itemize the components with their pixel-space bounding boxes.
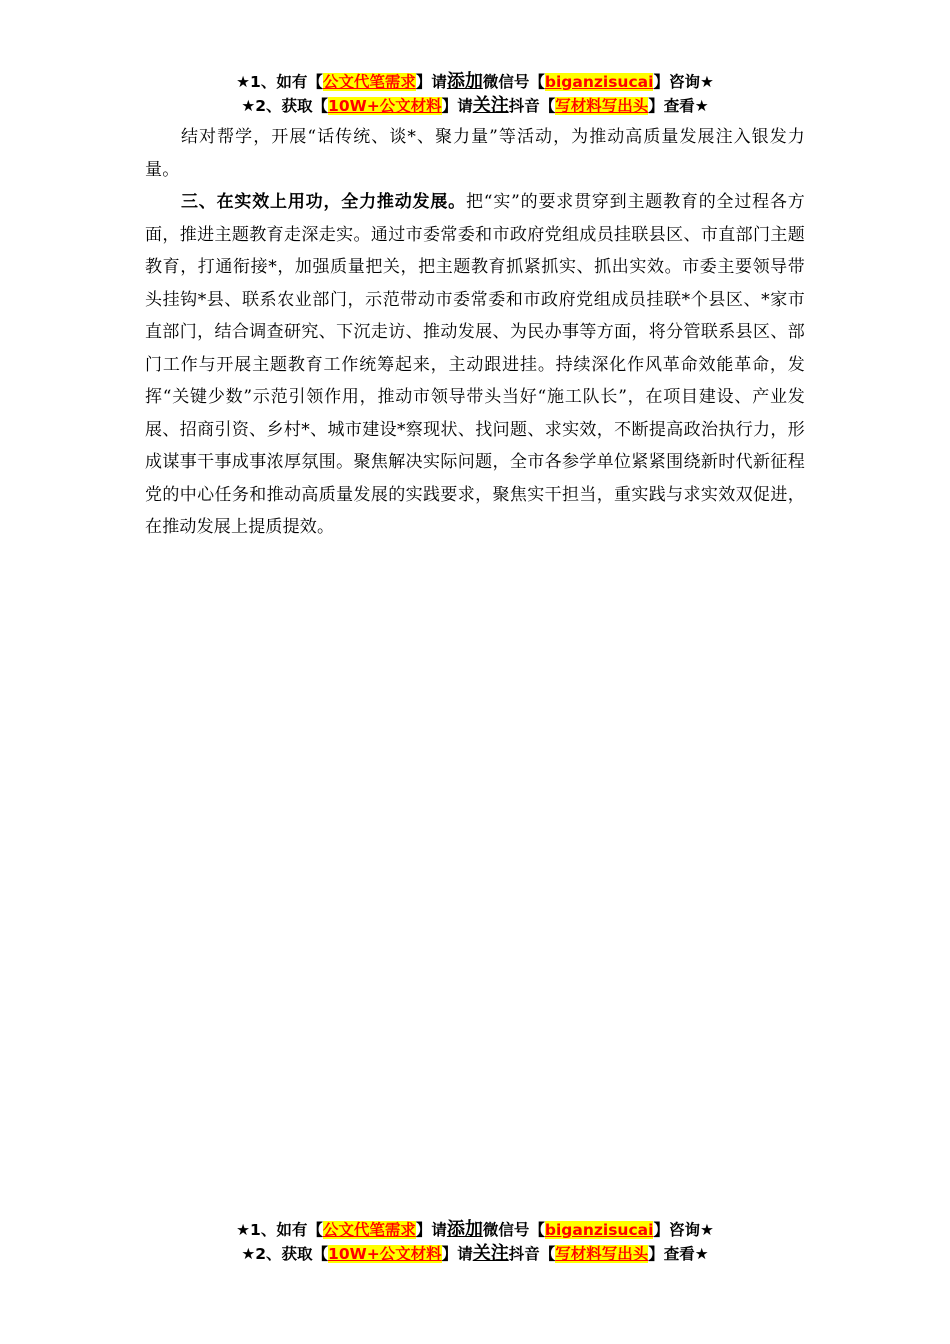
banner-text: 】请 bbox=[441, 97, 473, 115]
banner-text: 】查看★ bbox=[648, 1245, 709, 1263]
banner-text: 】咨询★ bbox=[653, 1221, 714, 1239]
follow-emphasis: 关注 bbox=[472, 95, 509, 116]
banner-text: 】查看★ bbox=[648, 97, 709, 115]
follow-emphasis: 关注 bbox=[472, 1243, 509, 1264]
douyin-id-highlight: 写材料写出头 bbox=[555, 1245, 649, 1263]
service-highlight: 公文代笔需求 bbox=[322, 73, 416, 91]
banner-line-1 bbox=[0, 70, 950, 94]
banner-text: 微信号【 bbox=[482, 73, 545, 91]
document-body bbox=[145, 121, 805, 544]
service-highlight: 公文代笔需求 bbox=[322, 1221, 416, 1239]
banner-text: ★1、如有【 bbox=[236, 73, 323, 91]
banner-text: 微信号【 bbox=[482, 1221, 545, 1239]
add-emphasis: 添加 bbox=[446, 71, 483, 92]
banner-text: 抖音【 bbox=[508, 1245, 556, 1263]
banner-text: ★1、如有【 bbox=[236, 1221, 323, 1239]
header-banner bbox=[0, 70, 950, 118]
section-heading: 三、在实效上用功，全力推动发展。 bbox=[181, 192, 466, 212]
banner-line-1 bbox=[0, 1218, 950, 1242]
materials-highlight: 10W+公文材料 bbox=[328, 97, 442, 115]
banner-text: 抖音【 bbox=[508, 97, 556, 115]
section-body: 把“实”的要求贯穿到主题教育的全过程各方面，推进主题教育走深走实。通过市委常委和市政府党组成员挂联县区、市直部门主题教育，打通衔接*，加强质量把关，把主题教育抓紧抓实、抓出实效。市委主要领导带头挂钩*县、联系农业部门，示范带动市委常委和市政府党组成员挂联*个县区、*家市直部门，结合调查研究、下沉走访、推动发展、为民办事等方面，将分管联系县区、部门工作与开展主题教育工作统筹起来，主动跟进挂。持续深化作风革命效能革命，发挥“关键少数”示范引领作用，推动市领导带头当好“施工队长”，在项目建设、产业发展、招商引资、乡村*、城市建设*察现状、找问题、求实效，不断提高政治执行力，形成谋事干事成事浓厚氛围。聚焦解决实际问题，全市各参学单位紧紧围绕新时代新征程党的中心任务和推动高质量发展的实践要求，聚焦实干担当，重实践与求实效双促进，在推动发展上提质提效。 bbox=[145, 192, 806, 537]
banner-text: 】请 bbox=[441, 1245, 473, 1263]
banner-text: 】咨询★ bbox=[653, 73, 714, 91]
materials-highlight: 10W+公文材料 bbox=[328, 1245, 442, 1263]
wechat-id-highlight: biganzisucai bbox=[544, 73, 654, 91]
banner-text: 】请 bbox=[415, 73, 447, 91]
add-emphasis: 添加 bbox=[446, 1219, 483, 1240]
banner-text: ★2、获取【 bbox=[241, 1245, 329, 1263]
paragraph-section-three bbox=[145, 186, 805, 544]
banner-line-2 bbox=[0, 1242, 950, 1266]
douyin-id-highlight: 写材料写出头 bbox=[555, 97, 649, 115]
paragraph-continued: 结对帮学，开展“话传统、谈*、聚力量”等活动，为推动高质量发展注入银发力量。 bbox=[145, 127, 805, 180]
banner-text: 】请 bbox=[415, 1221, 447, 1239]
wechat-id-highlight: biganzisucai bbox=[544, 1221, 654, 1239]
footer-banner bbox=[0, 1218, 950, 1266]
banner-text: ★2、获取【 bbox=[241, 97, 329, 115]
banner-line-2 bbox=[0, 94, 950, 118]
